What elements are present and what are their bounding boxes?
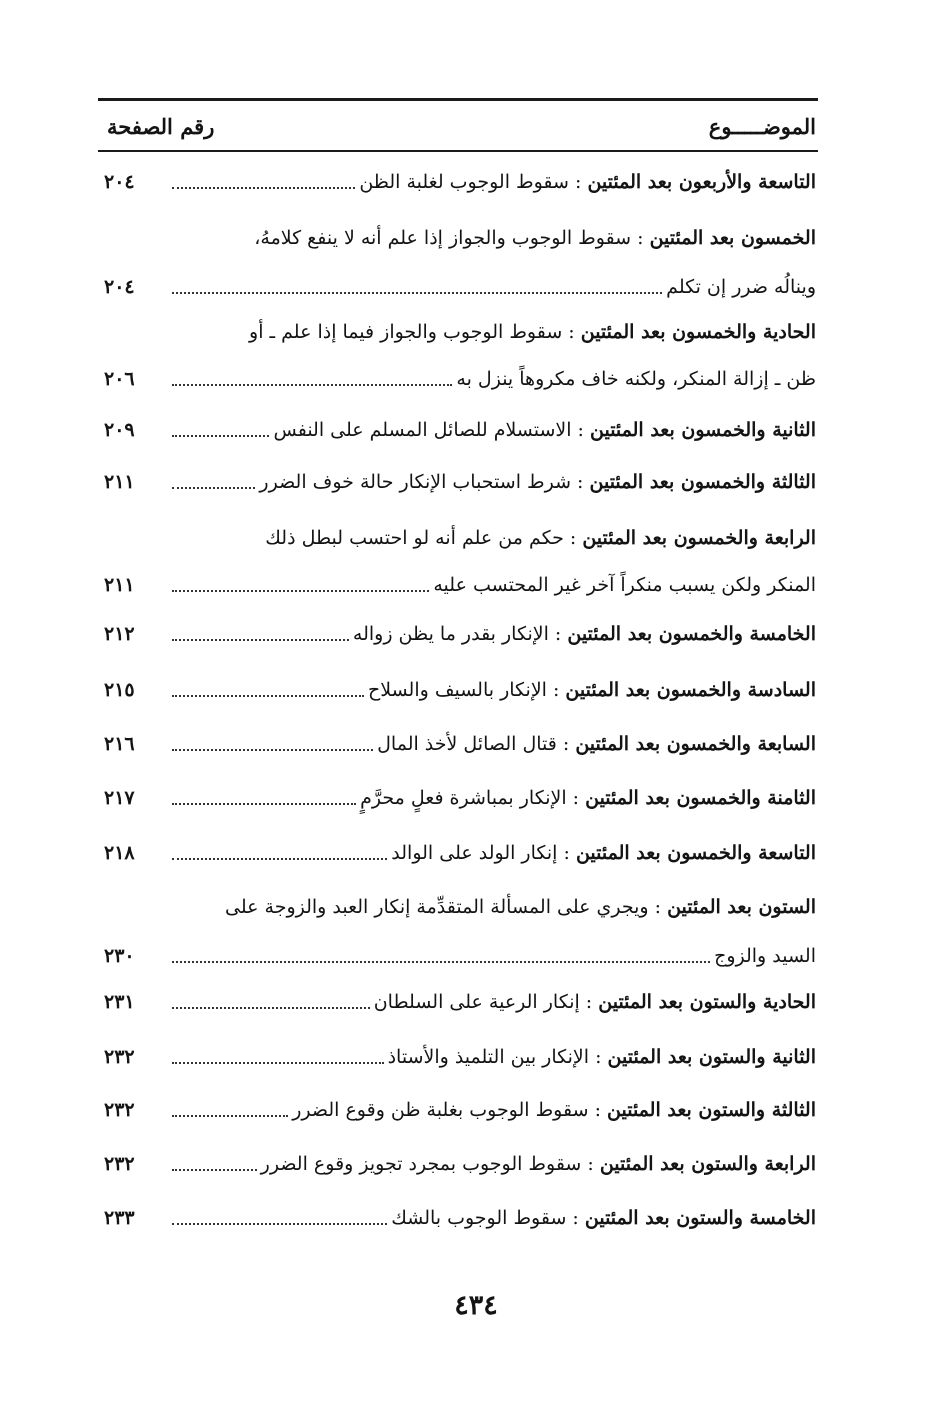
toc-entry-page-number: ٢١٥ — [104, 679, 135, 701]
toc-entry-description: : الاستسلام للصائل المسلم على النفس — [273, 419, 590, 441]
toc-entry-line — [172, 362, 816, 396]
toc-entry-description: : الإنكار بين التلميذ والأستاذ — [387, 1046, 608, 1068]
toc-entry-description: : إنكار الرعية على السلطان — [373, 991, 599, 1013]
toc-entry-text — [391, 836, 816, 870]
toc-entry-page-number: ٢١٨ — [104, 842, 135, 864]
toc-entry-line — [172, 673, 816, 707]
toc-entry-text — [359, 165, 816, 199]
dot-leader — [172, 434, 269, 437]
toc-entry-line — [172, 413, 816, 447]
toc-entry-line — [172, 617, 816, 651]
dot-leader — [172, 748, 373, 751]
toc-entry-title: الحادية والخمسون بعد المئتين — [580, 321, 816, 343]
toc-entry-title: التاسعة والخمسون بعد المئتين — [575, 842, 816, 864]
toc-entry-page-number: ٢١١ — [104, 574, 135, 596]
page-number-column-header: رقم الصفحة — [107, 114, 215, 139]
toc-entry-description: ظن ـ إزالة المنكر، ولكنه خاف مكروهاً ينزل به — [456, 368, 816, 390]
toc-entry-line — [172, 465, 816, 499]
dot-leader — [172, 802, 356, 805]
toc-entry-description: : سقوط الوجوب والجواز إذا علم أنه لا ينفع كلامهُ، — [254, 227, 650, 249]
toc-entry-description: : شرط استحباب الإنكار حالة خوف الضرر — [259, 471, 590, 493]
toc-entry-page-number: ٢٣٢ — [104, 1099, 135, 1121]
dot-leader — [172, 1061, 384, 1064]
toc-entry-line — [172, 270, 816, 304]
toc-entry-page-number: ٢١٧ — [104, 787, 135, 809]
toc-entry-page-number: ٢٣٢ — [104, 1153, 135, 1175]
dot-leader — [172, 960, 710, 963]
toc-entry-description: : الإنكار بالسيف والسلاح — [367, 679, 566, 701]
dot-leader — [172, 291, 662, 294]
toc-entry-title: الخامسة والخمسون بعد المئتين — [567, 623, 816, 645]
toc-entry-description: : الإنكار بمباشرة فعلٍ محرَّمٍ — [360, 787, 586, 809]
toc-entry-text — [353, 617, 816, 651]
toc-entry-description: : سقوط الوجوب بغلبة ظن وقوع الضرر — [292, 1099, 608, 1121]
toc-entry-text — [249, 321, 816, 343]
toc-entry-line — [172, 890, 816, 924]
toc-entry-line — [172, 985, 816, 1019]
toc-entry-description: : سقوط الوجوب بمجرد تجويز وقوع الضرر — [260, 1153, 600, 1175]
toc-entry-line — [172, 836, 816, 870]
toc-entry-page-number: ٢١١ — [104, 471, 135, 493]
page-footer-number: ٤٣٤ — [454, 1290, 498, 1321]
toc-entry-text — [292, 1093, 816, 1127]
toc-entry-page-number: ٢١٢ — [104, 623, 135, 645]
toc-entry-line — [172, 939, 816, 973]
toc-entry-page-number: ٢٠٤ — [104, 171, 135, 193]
toc-entry-text — [388, 1040, 816, 1074]
toc-entry-text — [391, 1201, 816, 1235]
toc-entry-text — [225, 896, 816, 918]
dot-leader — [172, 383, 452, 386]
toc-entry-title: الرابعة والستون بعد المئتين — [599, 1153, 816, 1175]
toc-entry-text — [261, 1147, 816, 1181]
dot-leader — [172, 638, 349, 641]
toc-entry-description: : سقوط الوجوب بالشك — [391, 1207, 585, 1229]
toc-entry-text — [456, 362, 816, 396]
toc-entry-text — [360, 781, 816, 815]
toc-entry-title: الرابعة والخمسون بعد المئتين — [582, 527, 816, 549]
toc-entry-page-number: ٢٣٠ — [104, 945, 135, 967]
toc-entry-title: الستون بعد المئتين — [667, 896, 816, 918]
dot-leader — [172, 486, 255, 489]
toc-entry-description: المنكر ولكن يسبب منكراً آخر غير المحتسب عليه — [433, 574, 816, 596]
toc-entry-description: : ويجري على المسألة المتقدِّمة إنكار العبد والزوجة على — [225, 896, 668, 918]
toc-entry-line — [172, 315, 816, 349]
toc-entry-description: : قتال الصائل لأخذ المال — [377, 733, 576, 755]
toc-entry-text — [666, 270, 816, 304]
toc-entry-text — [265, 527, 816, 549]
toc-entry-description: وينالُه ضرر إن تكلم — [666, 276, 816, 298]
toc-entry-text — [273, 413, 816, 447]
toc-entry-page-number: ٢٣٢ — [104, 1046, 135, 1068]
toc-entry-description: : الإنكار بقدر ما يظن زواله — [352, 623, 568, 645]
dot-leader — [172, 857, 387, 860]
toc-entry-text — [714, 939, 816, 973]
header-rule — [98, 150, 818, 152]
dot-leader — [172, 694, 364, 697]
dot-leader — [172, 1114, 288, 1117]
toc-entry-title: الثامنة والخمسون بعد المئتين — [585, 787, 816, 809]
dot-leader — [172, 589, 429, 592]
toc-entry-line — [172, 221, 816, 255]
toc-entry-text — [374, 985, 816, 1019]
toc-entry-title: السابعة والخمسون بعد المئتين — [575, 733, 816, 755]
toc-entry-line — [172, 568, 816, 602]
toc-entry-page-number: ٢٠٦ — [104, 368, 135, 390]
toc-entry-title: الثالثة والخمسون بعد المئتين — [589, 471, 816, 493]
toc-entry-text — [433, 568, 816, 602]
toc-entry-page-number: ٢٣٣ — [104, 1207, 135, 1229]
toc-entry-description: : حكم من علم أنه لو احتسب لبطل ذلك — [265, 527, 583, 549]
toc-entry-description: : سقوط الوجوب لغلبة الظن — [359, 171, 588, 193]
toc-entry-title: الحادية والستون بعد المئتين — [598, 991, 816, 1013]
toc-entry-title: الثانية والستون بعد المئتين — [607, 1046, 816, 1068]
dot-leader — [172, 1006, 370, 1009]
toc-entry-page-number: ٢٣١ — [104, 991, 135, 1013]
toc-entry-page-number: ٢١٦ — [104, 733, 135, 755]
toc-entry-line — [172, 1093, 816, 1127]
topic-column-header: الموضـــــوع — [708, 114, 816, 139]
toc-entry-line — [172, 781, 816, 815]
dot-leader — [172, 1168, 257, 1171]
toc-entry-page-number: ٢٠٩ — [104, 419, 135, 441]
toc-entry-line — [172, 1147, 816, 1181]
toc-entry-title: الثالثة والستون بعد المئتين — [607, 1099, 816, 1121]
toc-entry-text — [377, 727, 816, 761]
toc-entry-title: الخامسة والستون بعد المئتين — [584, 1207, 816, 1229]
toc-entry-text — [259, 465, 816, 499]
toc-entry-title: الخمسون بعد المئتين — [649, 227, 816, 249]
toc-entry-line — [172, 727, 816, 761]
toc-entry-title: السادسة والخمسون بعد المئتين — [565, 679, 816, 701]
toc-entry-text — [368, 673, 816, 707]
toc-entry-page-number: ٢٠٤ — [104, 276, 135, 298]
toc-entry-title: الثانية والخمسون بعد المئتين — [590, 419, 816, 441]
toc-entry-line — [172, 1201, 816, 1235]
dot-leader — [172, 1222, 387, 1225]
dot-leader — [172, 186, 355, 189]
toc-entry-line — [172, 165, 816, 199]
top-rule — [98, 98, 818, 101]
toc-entry-description: : سقوط الوجوب والجواز فيما إذا علم ـ أو — [249, 321, 581, 343]
toc-entry-title: التاسعة والأربعون بعد المئتين — [587, 171, 816, 193]
toc-entry-line — [172, 1040, 816, 1074]
toc-entry-description: السيد والزوج — [714, 945, 816, 967]
toc-entry-text — [254, 227, 816, 249]
toc-entry-description: : إنكار الولد على الوالد — [391, 842, 576, 864]
toc-entry-line — [172, 521, 816, 555]
